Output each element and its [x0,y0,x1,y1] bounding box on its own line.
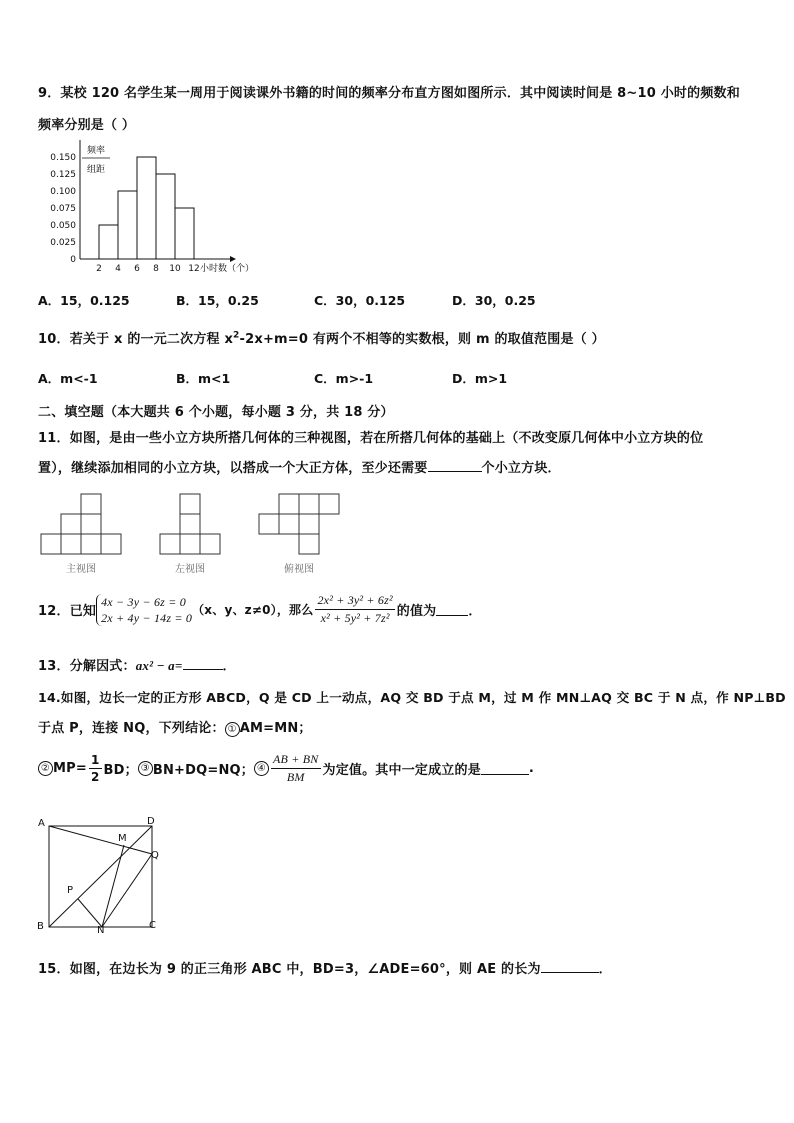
q14-c3-marker: ③ [138,761,153,776]
q11-line2a: 置），继续添加相同的小立方块，以搭成一个大正方体，至少还需要 [38,461,428,476]
q14-c1-text: AM=MN； [239,721,312,736]
q10-option-c[interactable]: C．m>-1 [314,371,374,386]
q14-c2-pre: MP= [53,761,87,776]
label-c: C [149,920,156,931]
left-view-figure [160,494,220,554]
y-tick-label: 0.150 [50,153,76,163]
q14-c2-frac [89,753,102,784]
x-tick-label: 12 [188,264,200,274]
x-axis-label: 小时数（个） [200,264,255,274]
q10-stem [38,328,605,347]
histogram-bar [118,191,137,259]
q12-suffix: 的值为 [396,604,437,619]
y-tick-label: 0.125 [50,170,76,180]
x-tick-label: 8 [153,264,159,274]
q11-three-views [38,490,348,580]
x-axis-arrow [230,256,236,262]
y-label-top: 频率 [86,146,106,156]
q9-option-d[interactable]: D．30，0.25 [452,293,536,308]
q12-numerator: 2x² + 3y² + 6z² [315,593,394,610]
label-d: D [147,816,155,827]
y-tick-label: 0.100 [50,187,76,197]
q9-option-a[interactable]: A．15，0.125 [38,293,130,308]
front-view-label: 主视图 [66,564,96,575]
q11-line1: 11．如图，是由一些小立方块所搭几何体的三种视图，若在所搭几何体的基础上（不改变原几何体中小立方块的位 [38,431,704,446]
q14-c4-post: 为定值。其中一定成立的是 [322,763,481,778]
q10-prefix: 10．若关于 x 的一元二次方程 x [38,332,234,347]
q10-sup: 2 [233,330,240,341]
q14-c1-marker: ① [225,722,240,737]
q12-stem [38,593,482,626]
q13-expr: ax² − a= [135,658,183,673]
q14-line2 [38,717,312,737]
q12-prefix: 12．已知 [38,604,97,619]
q14-line2-text: 于点 P，连接 NQ，下列结论： [38,721,225,736]
q15-end: ． [598,962,612,977]
q14-line3 [38,752,534,785]
q15-stem [38,958,612,977]
x-tick-label: 4 [115,264,121,274]
x-tick-label: 6 [134,264,140,274]
q12-eq1: 4x − 3y − 6z = 0 [101,594,186,609]
label-b: B [37,921,44,932]
q10-option-d[interactable]: D．m>1 [452,371,508,386]
q14-c2-post: BD； [103,763,138,778]
section-2-heading: 二、填空题（本大题共 6 个小题，每小题 3 分，共 18 分） [38,405,394,420]
q9-option-b[interactable]: B．15，0.25 [176,293,259,308]
q13-prefix: 13．分解因式： [38,659,136,674]
histogram-chart [40,140,280,280]
y-tick-label: 0 [70,255,76,265]
q10-option-a[interactable]: A．m<-1 [38,371,98,386]
q14-c4-den: BM [286,770,305,784]
x-tick-label: 2 [96,264,102,274]
q15-prefix: 15．如图，在边长为 9 的正三角形 ABC 中，BD=3，∠ADE=60°，则 AE 的长为 [38,962,541,977]
x-tick-label: 10 [169,264,181,274]
histogram-bar [156,174,175,259]
front-view-figure [41,494,121,554]
q15-answer-blank[interactable] [541,960,599,973]
q9-line1: 9．某校 120 名学生某一周用于阅读课外书籍的时间的频率分布直方图如图所示．其中阅读时间是 8~10 小时的频数和 [38,86,740,101]
q12-cond: （x、y、z≠0），那么 [192,603,314,617]
q9-option-c[interactable]: C．30，0.125 [314,293,406,308]
histogram-bar [99,225,118,259]
q13-end: ． [222,659,236,674]
left-view-label: 左视图 [175,564,205,575]
q13-stem [38,655,236,674]
q11-line2b: 个小立方块． [481,461,561,476]
q14-c2-den: 2 [90,770,100,784]
top-view-label: 俯视图 [284,564,314,575]
q14-c2-marker: ② [38,761,53,776]
top-view-figure [259,494,339,554]
q9-line2: 频率分别是（ ） [38,118,136,133]
histogram-bar [137,157,156,259]
q12-answer-blank[interactable] [436,603,468,616]
q12-end: ． [468,604,482,619]
q14-c4-num: AB + BN [271,752,321,769]
label-m: M [118,833,127,844]
q10-option-b[interactable]: B．m<1 [176,371,231,386]
q14-c2-num: 1 [90,753,100,767]
q14-answer-blank[interactable] [481,762,529,775]
q14-square-figure [34,812,174,934]
q10-mid: -2x+m=0 有两个不相等的实数根，则 m 的取值范围是（ ） [239,332,605,347]
q12-denominator: x² + 5y² + 7z² [320,611,390,625]
q14-c3-text: BN+DQ=NQ； [152,763,254,778]
q14-line1: 14.如图，边长一定的正方形 ABCD，Q 是 CD 上一动点，AQ 交 BD 于点 M，过 M 作 MN⊥AQ 交 BC 于 N 点，作 NP⊥BD [38,690,786,705]
q14-c4-marker: ④ [254,761,269,776]
y-tick-label: 0.025 [50,238,76,248]
label-q: Q [151,850,159,861]
y-tick-label: 0.075 [50,204,76,214]
q11-answer-blank[interactable] [428,459,482,472]
label-p: P [67,885,74,896]
label-n: N [97,925,105,934]
q12-system [96,594,192,626]
histogram-bar [175,208,194,259]
q12-eq2: 2x + 4y − 14z = 0 [101,610,193,625]
y-label-bottom: 组距 [86,165,106,175]
y-tick-label: 0.050 [50,221,76,231]
q12-fraction [315,593,394,626]
q14-end: . [528,761,535,776]
label-a: A [38,818,45,829]
q11-line2 [38,457,561,476]
q13-answer-blank[interactable] [183,657,223,670]
q14-c4-frac [271,752,321,785]
